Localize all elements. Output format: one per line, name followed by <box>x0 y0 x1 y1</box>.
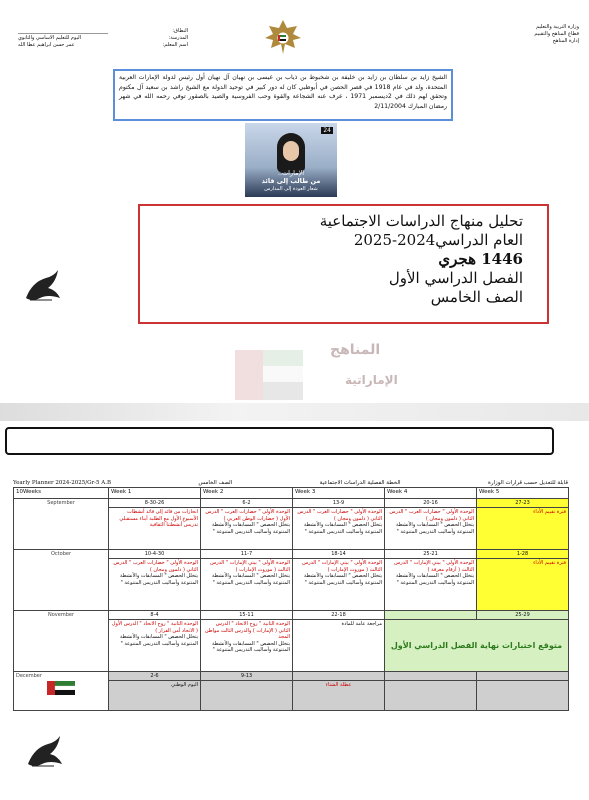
empty-banner-box <box>5 427 554 455</box>
week-header-row <box>14 488 569 499</box>
field-value: اليوم للتعليم الاساسي والثانوي <box>18 35 82 41</box>
hijri-year: 1446 هجري <box>438 250 523 268</box>
date-range: 22-18 <box>293 611 385 620</box>
plan-text: اليوم الوطني <box>171 682 198 688</box>
title-line: تحليل منهاج الدراسات الاجتماعية <box>319 212 523 230</box>
plan-text: الوحدة الأولى " حضارات العرب " الدرس الأول ( حضارات الوطن العربي ) <box>205 509 290 522</box>
plan-note: يتخلل الحصص " المسابقات والأنشطة المتنوعة وأساليب التدريس المتنوعة " <box>211 640 290 654</box>
yearly-planner-table <box>13 487 569 711</box>
plan-note: يتخلل الحصص " المسابقات والأنشطة المتنوعة وأساليب التدريس المتنوعة " <box>119 634 198 647</box>
page-divider <box>0 403 589 421</box>
assessment-cell <box>477 559 569 611</box>
academic-year: العام الدراسي2024-2025 <box>353 231 523 249</box>
plan-text: مراجعة عامة للمادة <box>341 621 382 627</box>
plan-cell <box>385 508 477 550</box>
grade: الصف الخامس <box>430 288 523 306</box>
date-range: 8-30-26 <box>109 499 201 508</box>
week-label: Week 2 <box>201 488 293 499</box>
date-row <box>14 672 569 681</box>
plan-text: الوحدة الأولى " بيتي الإمارات " الدرس الثالث ( موروث الإمارات ) <box>302 560 382 573</box>
watermark-text: الإماراتية <box>345 373 398 387</box>
date-range <box>293 672 385 681</box>
plan-cell <box>293 620 385 672</box>
date-range: 6-2 <box>201 499 293 508</box>
plan-note: يتخلل الحصص " المسابقات والأنشطة المتنوعة وأساليب التدريس المتنوعة " <box>303 522 382 535</box>
plan-cell <box>293 559 385 611</box>
national-day-icon <box>47 681 75 695</box>
plan-cell <box>201 559 293 611</box>
plan-cell <box>109 559 201 611</box>
date-range <box>385 611 477 620</box>
plan-cell <box>201 620 293 672</box>
plan-cell <box>109 620 201 672</box>
channel-badge: 24 <box>323 127 331 134</box>
plan-note: يتخلل الحصص " المسابقات والأنشطة المتنوعة وأساليب التدريس المتنوعة " <box>395 573 474 586</box>
planner-title: Yearly Planner 2024-2025/Gr-5 A.B <box>13 479 111 486</box>
photo-caption <box>245 169 337 193</box>
watermark-text: المناهج <box>330 342 381 358</box>
weeks-count: 10Weeks <box>14 488 109 499</box>
back-to-school-photo <box>245 123 337 197</box>
caption-line: الإمارات.. <box>277 169 305 177</box>
caption-line: من طالب إلى قائد <box>261 177 321 185</box>
bio-text: الشيخ زايد بن سلطان بن زايد بن خليفة بن شخبوط بن ذياب بن عيسى بن نهيان آل نهيان أول رئيس لدولة الإمارات العربية المتحدة، ولد في عام 1918 في قصر الحصن في أبوظبي كان له دور كبير في توحيد الدولة مع الشيخ راشد بن سعيد آل مكتوم وتحقق لهم ذلك في 2ديسمبر 1971 ، عرف عنه الشجاعة والقوة وحب الفروسية والصيد بالصقور توفي رحمه الله في شهر رمضان المبارك 2/11/2004 <box>119 74 447 110</box>
uae-emblem-icon <box>263 18 303 60</box>
plan-cell <box>201 508 293 550</box>
plan-cell <box>385 681 477 711</box>
plan-note: يتخلل الحصص " المسابقات والأنشطة المتنوعة وأساليب التدريس المتنوعة " <box>303 573 382 586</box>
ministry-line: قطاع المناهج والتقييم <box>534 31 579 37</box>
plan-text: الوحدة الأولى " حضارات العرب " الدرس الثاني ( دلمون ومجان ) <box>297 509 382 522</box>
date-range: 2-6 <box>109 672 201 681</box>
week-label: Week 4 <box>385 488 477 499</box>
field-label: المدرسة: <box>168 35 188 41</box>
date-range <box>385 672 477 681</box>
assessment-cell <box>477 508 569 550</box>
date-range: 15-11 <box>201 611 293 620</box>
week-label: Week 1 <box>109 488 201 499</box>
caption-line: شعار العودة إلى المدارس <box>264 186 318 192</box>
field-value: عمر حسن ابراهيم عطا الله <box>18 42 75 48</box>
plan-cell <box>293 508 385 550</box>
plan-text: فترة تقييم الأداء <box>533 509 566 515</box>
date-range: 20-16 <box>385 499 477 508</box>
plan-note: يتخلل الحصص " المسابقات والأنشطة المتنوعة وأساليب التدريس المتنوعة " <box>211 522 290 535</box>
field-label: اسم المعلم: <box>162 42 188 48</box>
plan-cell <box>477 681 569 711</box>
plan-cell <box>293 681 385 711</box>
plan-cell <box>109 508 201 550</box>
date-range: 25-21 <box>385 550 477 559</box>
ministry-header <box>534 24 579 45</box>
month-text: December <box>16 673 42 679</box>
date-range: 13-9 <box>293 499 385 508</box>
field-label: النطاق: <box>172 28 188 34</box>
document-title-box <box>138 204 549 324</box>
calligraphy-bird-icon <box>22 268 62 306</box>
planner-note: قابلة للتعديل حسب قرارات الوزارة <box>487 479 568 486</box>
date-range: 18-14 <box>293 550 385 559</box>
semester: الفصل الدراسي الأول <box>388 269 523 287</box>
calligraphy-bird-icon <box>24 734 64 772</box>
plan-cell <box>385 559 477 611</box>
plan-cell <box>109 681 201 711</box>
month-label: October <box>14 550 109 611</box>
exam-text: متوقع اختبارات نهاية الفصل الدراسي الأول <box>390 640 563 650</box>
plan-cell <box>201 681 293 711</box>
ministry-line: وزارة التربية والتعليم <box>536 24 579 30</box>
month-label <box>14 672 109 711</box>
date-range: 9-13 <box>201 672 293 681</box>
plan-text: عطلة الشتاء <box>325 682 352 688</box>
plan-text: الوحدة الأولى " بيتي الإمارات " الدرس الثالث ( أرقام معرفة ) <box>394 560 474 573</box>
plan-note: يتخلل الحصص " المسابقات والأنشطة المتنوعة وأساليب التدريس المتنوعة " <box>211 573 290 586</box>
exam-cell <box>385 620 569 672</box>
plan-note: يتخلل الحصص " المسابقات والأنشطة المتنوعة وأساليب التدريس المتنوعة " <box>119 573 198 586</box>
plan-text: الوحدة الثانية " روح الاتحاد " الدرس الثاني ( الإمارات ) والدرس الثالث مواطن المجد <box>204 621 290 641</box>
date-row <box>14 550 569 559</box>
date-range: 11-7 <box>201 550 293 559</box>
date-row <box>14 499 569 508</box>
date-range: 25-29 <box>477 611 569 620</box>
date-range: 10-4-30 <box>109 550 201 559</box>
school-info <box>18 28 188 49</box>
plan-text: الوحدة الأولى " بيتي الإمارات " الدرس الثالث ( موروث الإمارات ) <box>210 560 290 573</box>
week-label: Week 3 <box>293 488 385 499</box>
founder-bio <box>113 69 453 121</box>
month-label: September <box>14 499 109 550</box>
date-range: 1-28 <box>477 550 569 559</box>
planner-header <box>13 478 568 487</box>
month-label: November <box>14 611 109 672</box>
plan-text: فترة تقييم الأداء <box>533 560 566 566</box>
date-range: 8-4 <box>109 611 201 620</box>
date-row <box>14 611 569 620</box>
plan-text: الوحدة الأولى " حضارات العرب " الدرس الثاني ( دلمون ومجان ) <box>113 560 198 573</box>
ministry-line: إدارة المناهج <box>552 38 579 44</box>
date-range <box>477 672 569 681</box>
week-label: Week 5 <box>477 488 569 499</box>
date-range: 27-23 <box>477 499 569 508</box>
planner-subject: الخطة الفصلية الدراسات الاجتماعية <box>319 479 401 486</box>
plan-note: يتخلل الحصص " المسابقات والأنشطة المتنوعة وأساليب التدريس المتنوعة " <box>395 522 474 535</box>
plan-text: الوحدة الثانية " روح الاتحاد " الدرس الأول ( الاتحاد أمن القرار ) <box>111 621 198 634</box>
plan-text: انجازات من قائد إلى قائد أنشطات الأسبوع الأول مع الطلبة أبناء مستقبلي تدريس أنشطتنا الثقافية <box>119 509 198 529</box>
plan-text: الوحدة الأولى " حضارات العرب " الدرس الثاني ( دلمون ومجان ) <box>389 509 474 522</box>
planner-grade: الصف الخامس <box>198 479 233 486</box>
